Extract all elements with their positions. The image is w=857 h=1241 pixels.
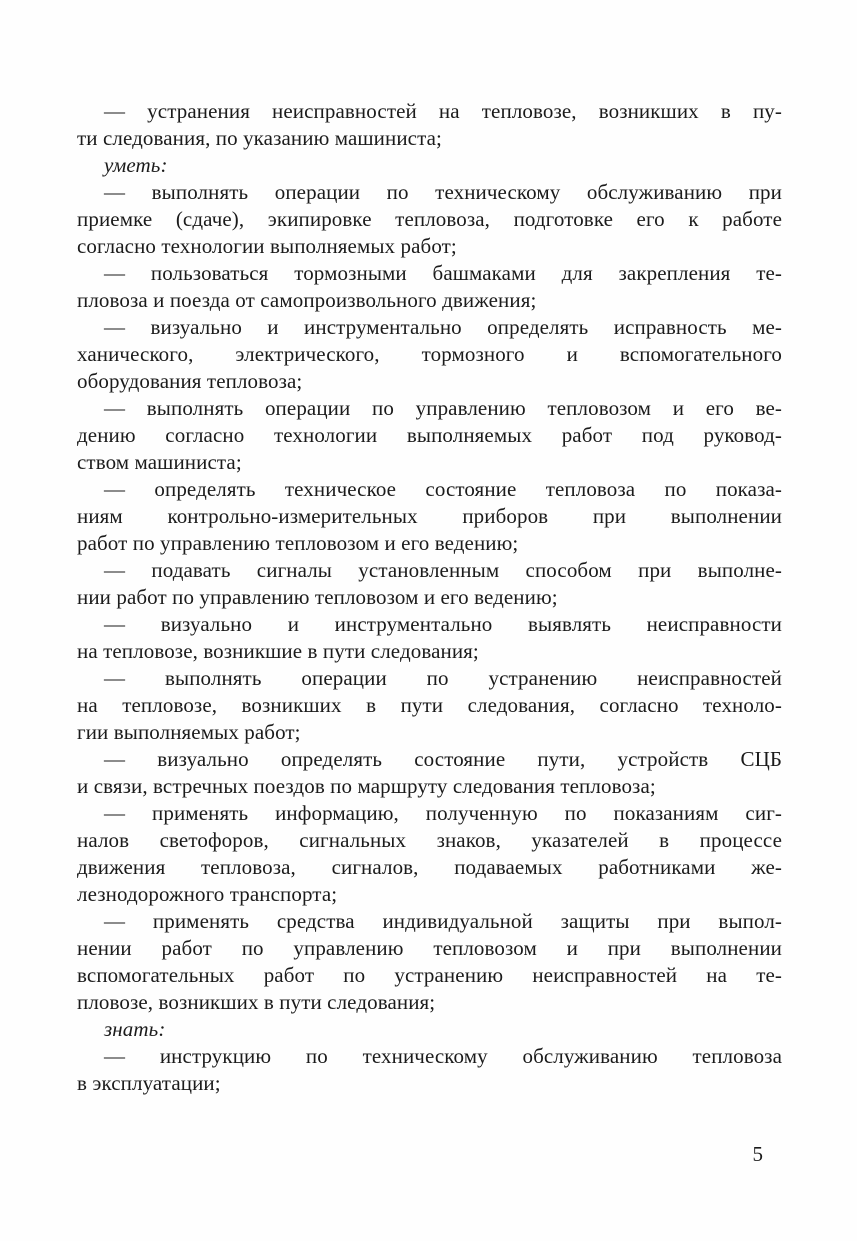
text-line: — пользоваться тормозными башмаками для закрепления те- [104,261,782,285]
text-line: — устранения неисправностей на тепловозе, возникших в пу- [104,99,782,123]
text-line: работ по управлению тепловозом и его ведению; [77,531,519,555]
text-line: согласно технологии выполняемых работ; [77,234,457,258]
paragraph [77,476,782,557]
text-block [77,98,782,1097]
text-line: нении работ по управлению тепловозом и при выполнении [77,936,782,960]
text-line: — определять техническое состояние тепловоза по показа- [104,477,782,501]
paragraph [77,314,782,395]
paragraph [77,98,782,152]
text-line: дению согласно технологии выполняемых работ под руковод- [77,423,782,447]
paragraph [77,395,782,476]
text-line: оборудования тепловоза; [77,369,303,393]
text-line: ханического, электрического, тормозного и вспомогательного [77,342,782,366]
text-line: знать: [104,1017,166,1041]
text-line: пловозе, возникших в пути следования; [77,990,436,1014]
text-line: в эксплуатации; [77,1071,221,1095]
paragraph [77,1043,782,1097]
paragraph [77,908,782,1016]
paragraph [77,179,782,260]
paragraph [77,1016,782,1043]
text-line: — выполнять операции по управлению тепловозом и его ве- [104,396,782,420]
text-line: на тепловозе, возникшие в пути следования; [77,639,479,663]
text-line: — выполнять операции по техническому обслуживанию при [104,180,782,204]
text-line: — визуально определять состояние пути, устройств СЦБ [104,747,782,771]
text-line: ниям контрольно-измерительных приборов при выполнении [77,504,782,528]
text-line: нии работ по управлению тепловозом и его ведению; [77,585,558,609]
text-line: налов светофоров, сигнальных знаков, указателей в процессе [77,828,782,852]
text-line: движения тепловоза, сигналов, подаваемых работниками же- [77,855,782,879]
text-line: гии выполняемых работ; [77,720,301,744]
text-line: пловоза и поезда от самопроизвольного движения; [77,288,537,312]
paragraph [77,800,782,908]
text-line: вспомогательных работ по устранению неисправностей на те- [77,963,782,987]
text-line: — выполнять операции по устранению неисправностей [104,666,782,690]
text-line: уметь: [104,153,168,177]
paragraph [77,152,782,179]
text-line: — инструкцию по техническому обслуживанию тепловоза [104,1044,782,1068]
text-line: — применять информацию, полученную по показаниям сиг- [104,801,782,825]
text-line: и связи, встречных поездов по маршруту следования тепловоза; [77,774,656,798]
paragraph [77,260,782,314]
text-line: — визуально и инструментально выявлять неисправности [104,612,782,636]
paragraph [77,665,782,746]
text-line: лезнодорожного транспорта; [77,882,338,906]
text-line: приемке (сдаче), экипировке тепловоза, подготовке его к работе [77,207,782,231]
text-line: — визуально и инструментально определять исправность ме- [104,315,782,339]
paragraph [77,746,782,800]
text-line: ством машиниста; [77,450,242,474]
page-number: 5 [752,1142,763,1166]
text-line: — применять средства индивидуальной защиты при выпол- [104,909,782,933]
paragraph [77,611,782,665]
text-line: ти следования, по указанию машиниста; [77,126,442,150]
paragraph [77,557,782,611]
text-line: на тепловозе, возникших в пути следования, согласно техноло- [77,693,782,717]
text-line: — подавать сигналы установленным способом при выполне- [104,558,782,582]
